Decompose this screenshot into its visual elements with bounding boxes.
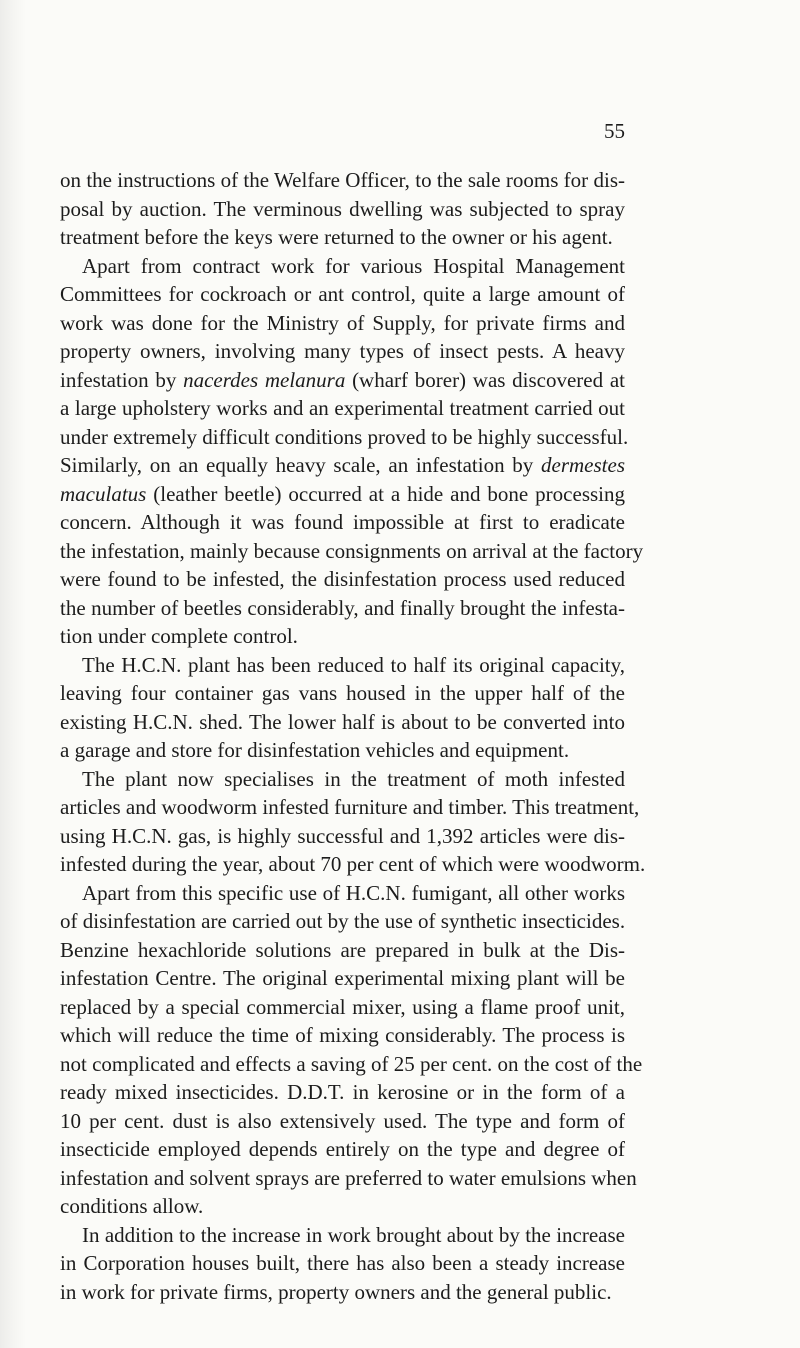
text-fragment: concern. Although it was found impossible at first to eradicate <box>60 510 625 534</box>
text-fragment: under extremely difficult conditions proved to be highly successful. <box>60 424 629 449</box>
text-fragment: leaving four container gas vans housed in the upper half of the <box>60 681 625 705</box>
text-line <box>60 366 625 395</box>
text-line <box>60 1107 625 1136</box>
text-fragment: the number of beetles considerably, and finally brought the infesta- <box>60 595 625 620</box>
text-fragment: were found to be infested, the disinfestation process used reduced <box>60 567 625 591</box>
text-fragment: Benzine hexachloride solutions are prepared in bulk at the Dis- <box>60 937 625 962</box>
text-fragment: in Corporation houses built, there has also been a steady increase <box>60 1251 625 1275</box>
text-line <box>60 850 646 879</box>
text-line <box>60 1164 637 1193</box>
text-fragment: posal by auction. The verminous dwelling was subjected to spray <box>60 196 625 221</box>
text-line <box>60 1192 625 1221</box>
text-fragment: (wharf borer) was discovered at <box>345 367 625 392</box>
text-fragment: which will reduce the time of mixing considerably. The process is <box>60 1023 625 1047</box>
text-line <box>60 451 625 480</box>
body-text <box>60 166 646 1306</box>
text-fragment: existing H.C.N. shed. The lower half is about to be converted into <box>60 709 625 734</box>
text-line <box>60 1249 625 1278</box>
text-fragment: tion under complete control. <box>60 624 298 648</box>
text-line <box>60 195 625 224</box>
text-fragment: of disinfestation are carried out by the use of synthetic insecticides. <box>60 909 626 933</box>
text-fragment: conditions allow. <box>60 1194 204 1218</box>
text-fragment: insecticide employed depends entirely on the type and degree of <box>60 1137 625 1161</box>
text-line <box>60 1021 625 1050</box>
italic-species-name: nacerdes melanura <box>183 367 346 392</box>
text-fragment: Apart from contract work for various Hospital Management <box>82 253 625 278</box>
page-number: 55 <box>604 119 625 143</box>
text-fragment: In addition to the increase in work brought about by the increase <box>82 1222 625 1247</box>
text-line <box>60 309 625 338</box>
italic-species-name: maculatus <box>60 481 147 506</box>
text-line <box>60 622 625 651</box>
text-fragment: treatment before the keys were returned to the owner or his agent. <box>60 225 613 249</box>
text-fragment: not complicated and effects a saving of 25 per cent. on the cost of the <box>60 1051 643 1076</box>
text-fragment: the infestation, mainly because consignments on arrival at the factory <box>60 538 644 563</box>
text-line <box>60 1078 625 1107</box>
text-fragment: a large upholstery works and an experimental treatment carried out <box>60 396 625 420</box>
text-line <box>60 1135 625 1164</box>
text-fragment: infestation and solvent sprays are preferred to water emulsions when <box>60 1165 637 1190</box>
text-fragment: Apart from this specific use of H.C.N. fumigant, all other works <box>82 880 625 905</box>
text-fragment: infestation Centre. The original experimental mixing plant will be <box>60 966 625 990</box>
text-fragment: ready mixed insecticides. D.D.T. in kerosine or in the form of a <box>60 1080 625 1104</box>
text-line <box>60 1278 625 1307</box>
text-line <box>60 793 640 822</box>
text-line <box>60 565 625 594</box>
text-line <box>60 708 625 737</box>
text-line <box>60 537 644 566</box>
text-line <box>60 993 625 1022</box>
text-line <box>60 1221 625 1250</box>
text-fragment: property owners, involving many types of insect pests. A heavy <box>60 339 625 363</box>
text-fragment: work was done for the Ministry of Supply, for private firms and <box>60 310 625 335</box>
text-fragment: on the instructions of the Welfare Officer, to the sale rooms for dis- <box>60 168 625 192</box>
text-fragment: replaced by a special commercial mixer, using a flame proof unit, <box>60 994 625 1019</box>
text-line <box>60 337 625 366</box>
text-fragment: infestation by <box>60 367 184 392</box>
text-fragment: The H.C.N. plant has been reduced to half its original capacity, <box>82 652 625 677</box>
text-line <box>60 964 625 993</box>
text-line <box>60 879 625 908</box>
text-line <box>60 594 625 623</box>
text-fragment: (leather beetle) occurred at a hide and bone processing <box>146 481 625 506</box>
text-line <box>60 423 629 452</box>
text-line <box>60 166 625 195</box>
text-line <box>60 822 625 851</box>
text-fragment: a garage and store for disinfestation vehicles and equipment. <box>60 738 570 762</box>
text-line <box>60 508 625 537</box>
text-fragment: Committees for cockroach or ant control, quite a large amount of <box>60 282 625 306</box>
text-fragment: articles and woodworm infested furniture and timber. This treatment, <box>60 795 640 819</box>
text-line <box>60 280 625 309</box>
text-fragment: in work for private firms, property owners and the general public. <box>60 1279 612 1304</box>
text-line <box>60 936 625 965</box>
text-line <box>60 765 625 794</box>
text-fragment: using H.C.N. gas, is highly successful and 1,392 articles were dis- <box>60 823 625 848</box>
text-fragment: The plant now specialises in the treatment of moth infested <box>82 766 625 791</box>
text-fragment: Similarly, on an equally heavy scale, an infestation by <box>60 453 542 477</box>
text-line <box>60 480 625 509</box>
text-line <box>60 679 625 708</box>
text-line <box>60 223 625 252</box>
text-line <box>60 1050 643 1079</box>
text-fragment: 10 per cent. dust is also extensively used. The type and form of <box>60 1108 625 1133</box>
text-line <box>60 736 625 765</box>
text-line <box>60 907 625 936</box>
text-line <box>60 394 625 423</box>
text-fragment: infested during the year, about 70 per cent of which were woodworm. <box>60 852 646 876</box>
text-line <box>60 651 625 680</box>
page-edge-shadow <box>0 0 26 1348</box>
italic-species-name: dermestes <box>541 453 625 477</box>
text-line <box>60 252 625 281</box>
